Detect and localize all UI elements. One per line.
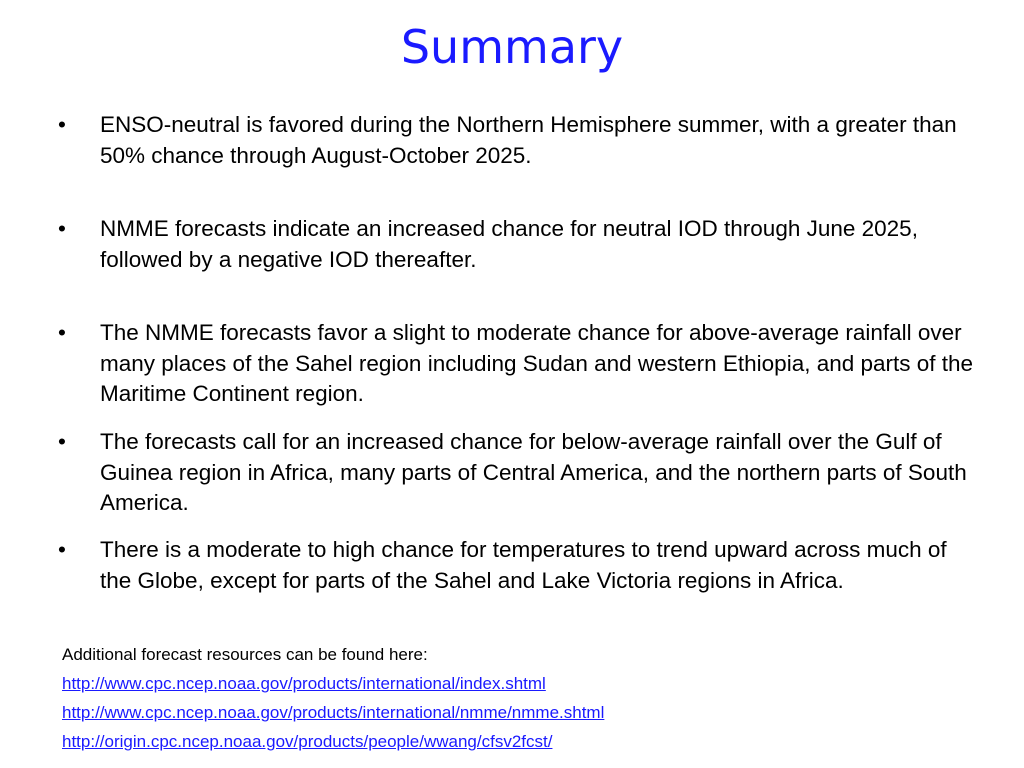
bullet-icon: • (58, 112, 66, 137)
bullet-text: ENSO-neutral is favored during the Northern Hemisphere summer, with a greater than 50% chance through August-October 2025. (100, 112, 957, 168)
bullet-icon: • (58, 537, 66, 562)
bullet-text: The NMME forecasts favor a slight to moderate chance for above-average rainfall over many places of the Sahel region including Sudan and western Ethiopia, and parts of the Maritime Continent region. (100, 320, 974, 406)
bullet-icon: • (58, 216, 66, 241)
bullet-icon: • (58, 320, 66, 345)
bullet-item (58, 535, 978, 596)
resource-link-cfsv2[interactable]: http://origin.cpc.ncep.noaa.gov/products/people/wwang/cfsv2fcst/ (62, 732, 553, 751)
resources-section (62, 641, 962, 756)
resource-link-nmme[interactable]: http://www.cpc.ncep.noaa.gov/products/international/nmme/nmme.shtml (62, 703, 605, 722)
bullet-text: The forecasts call for an increased chance for below-average rainfall over the Gulf of Guinea region in Africa, many parts of Central America, and the northern parts of South America. (100, 429, 967, 515)
bullet-item (58, 427, 978, 519)
bullet-item (58, 110, 978, 171)
bullet-text: There is a moderate to high chance for temperatures to trend upward across much of the Globe, except for parts of the Sahel and Lake Victoria regions in Africa. (100, 537, 947, 593)
resource-link-index[interactable]: http://www.cpc.ncep.noaa.gov/products/international/index.shtml (62, 674, 546, 693)
bullet-text: NMME forecasts indicate an increased chance for neutral IOD through June 2025, followed by a negative IOD thereafter. (100, 216, 918, 272)
slide-title: Summary (400, 20, 624, 74)
bullet-item (58, 318, 978, 410)
bullet-icon: • (58, 429, 66, 454)
bullet-item (58, 214, 978, 275)
resources-intro: Additional forecast resources can be found here: (62, 645, 428, 664)
